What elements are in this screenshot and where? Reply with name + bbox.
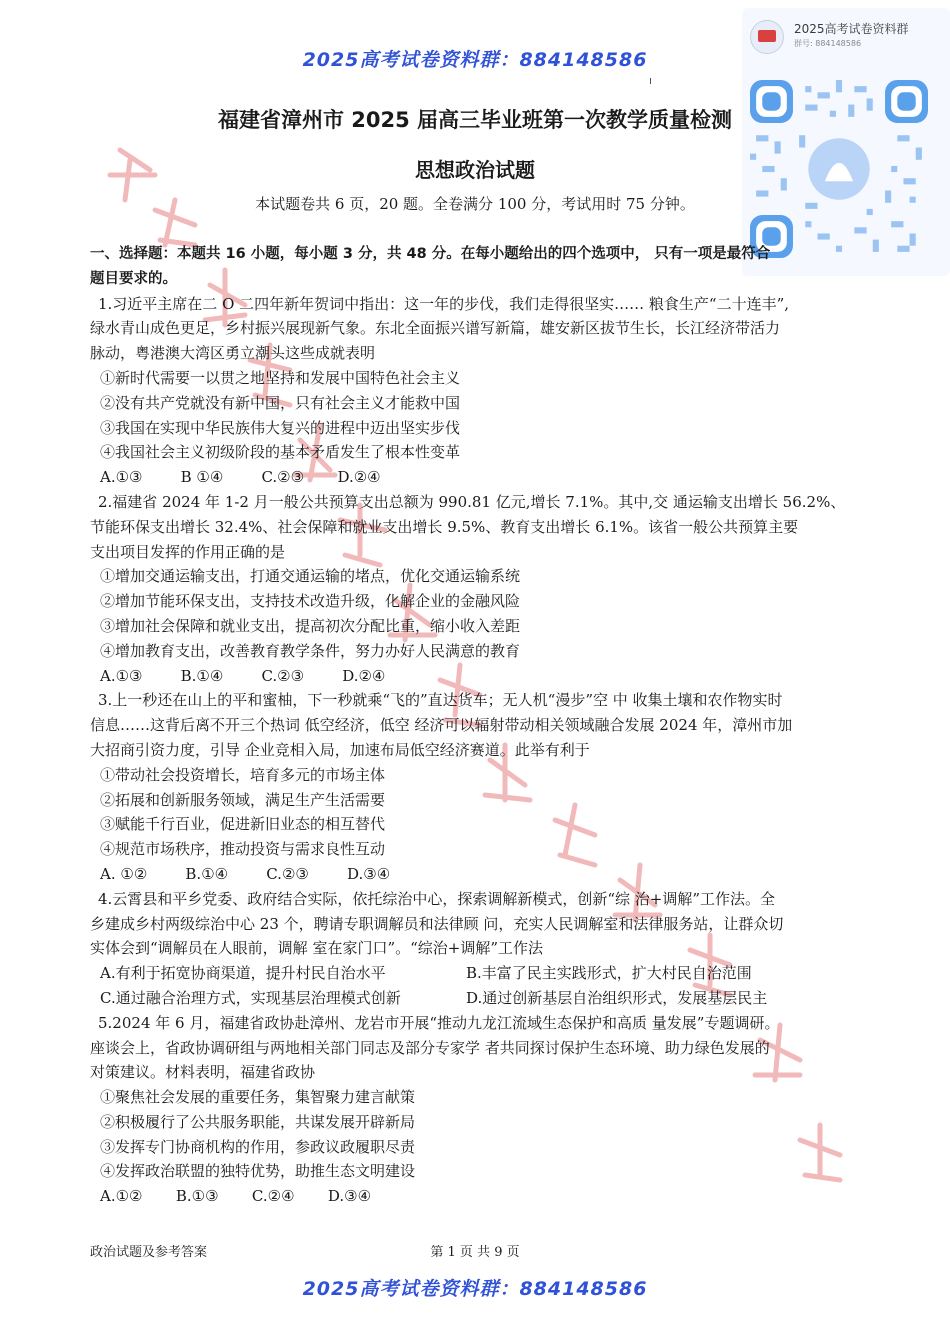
qr-group-number: 群号: 884148586 (794, 39, 862, 48)
section-heading-line-1: 一、选择题：本题共 16 小题，每小题 3 分，共 48 分。在每小题给出的四个选项中， 只有一项是最符合 (90, 246, 771, 262)
question-2 (90, 490, 862, 688)
statement-option: ④规范市场秩序，推动投资与需求良性互动 (100, 840, 386, 859)
question-stem-line: 大招商引资力度，引导 企业竞相入局，加速布局低空经济赛道。此举有利于 (90, 740, 590, 759)
question-3 (90, 688, 862, 886)
qr-group-name: 2025高考试卷资料群 (794, 22, 909, 36)
page-number: 第 1 页 共 9 页 (430, 1245, 520, 1260)
document-subtitle: 思想政治试题 (415, 158, 535, 182)
question-1 (90, 292, 862, 490)
statement-option: ①带动社会投资增长，培育多元的市场主体 (100, 765, 386, 784)
mark-tick (650, 78, 651, 84)
answer-choices: A.①③ B.①④ C.②③ D.②④ (100, 666, 386, 685)
question-stem-line: 实体会到“调解员在人眼前，调解 室在家门口”。“综治+调解”工作法 (90, 939, 544, 958)
statement-option: ④发挥政治联盟的独特优势，助推生态文明建设 (100, 1162, 416, 1181)
statement-option: ①新时代需要一以贯之地坚持和发展中国特色社会主义 (100, 368, 461, 387)
statement-option: ③发挥专门协商机构的作用，参政议政履职尽责 (100, 1137, 416, 1156)
bottom-banner: 2025高考试卷资料群：884148586 (302, 1278, 648, 1300)
answer-choice: D.通过创新基层自治组织形式，发展基层民主 (466, 988, 768, 1007)
statement-option: ③我国在实现中华民族伟大复兴的进程中迈出坚实步伐 (100, 418, 461, 437)
document-title: 福建省漳州市 2025 届高三毕业班第一次教学质量检测 (217, 108, 733, 132)
question-stem-line: 1.习近平主席在二 O 二四年新年贺词中指出：这一年的步伐，我们走得很坚实…… 粮食生产“二十连丰”, (98, 294, 790, 313)
answer-choice-row (90, 961, 862, 986)
question-4 (90, 887, 862, 1011)
answer-choices: A.①② B.①③ C.②④ D.③④ (100, 1187, 372, 1206)
answer-choice-row (90, 986, 862, 1011)
question-stem-line: 节能环保支出增长 32.4%、社会保障和就业支出增长 9.5%、教育支出增长 6.1%。该省一般公共预算主要 (90, 517, 799, 536)
question-stem-line: 4.云霄县和平乡党委、政府结合实际，依托综治中心，探索调解新模式，创新“综 治+调解”工作法。全 (98, 889, 775, 908)
answer-choices: A. ①② B.①④ C.②③ D.③④ (100, 864, 391, 883)
question-stem-line: 2.福建省 2024 年 1-2 月一般公共预算支出总额为 990.81 亿元,增长 7.1%。其中,交 通运输支出增长 56.2%、 (98, 492, 846, 511)
exam-intro: 本试题卷共 6 页，20 题。全卷满分 100 分，考试用时 75 分钟。 (255, 195, 695, 213)
question-stem-line: 信息……这背后离不开三个热词 低空经济，低空 经济可以辐射带动相关领域融合发展 2024 年，漳州市加 (90, 716, 793, 735)
statement-option: ②没有共产党就没有新中国，只有社会主义才能救中国 (100, 393, 461, 412)
question-5 (90, 1011, 862, 1209)
statement-option: ④增加教育支出，改善教育教学条件，努力办好人民满意的教育 (100, 641, 521, 660)
section-heading-line-2: 题目要求的。 (90, 270, 177, 287)
question-stem-line: 对策建议。材料表明，福建省政协 (90, 1063, 316, 1082)
qr-card (742, 8, 950, 276)
question-stem-line: 脉动，粤港澳大湾区勇立潮头这些成就表明 (90, 344, 376, 363)
answer-choice: B.丰富了民主实践形式，扩大村民自治范围 (466, 964, 752, 983)
group-logo-icon (750, 20, 784, 54)
question-stem-line: 座谈会上，省政协调研组与两地相关部门同志及部分专家学 者共同探讨保护生态环境、助力绿色发展的 (90, 1038, 770, 1057)
statement-option: ②增加节能环保支出，支持技术改造升级，化解企业的金融风险 (100, 592, 521, 611)
statement-option: ③增加社会保障和就业支出，提高初次分配比重，缩小收入差距 (100, 616, 521, 635)
question-stem-line: 乡建成乡村两级综治中心 23 个，聘请专职调解员和法律顾 问，充实人民调解室和法律服务站，让群众切 (90, 914, 784, 933)
statement-option: ①聚焦社会发展的重要任务，集智聚力建言献策 (100, 1088, 416, 1107)
exam-content (90, 242, 862, 1209)
question-stem-line: 5.2024 年 6 月，福建省政协赴漳州、龙岩市开展“推动九龙江流域生态保护和高质 量发展”专题调研。 (98, 1013, 780, 1032)
statement-option: ②积极履行了公共服务职能，共谋发展开辟新局 (100, 1112, 416, 1131)
statement-option: ②拓展和创新服务领域，满足生产生活需要 (100, 790, 386, 809)
footer-label: 政治试题及参考答案 (90, 1245, 208, 1260)
answer-choices: A.①③ B ①④ C.②③ D.②④ (100, 468, 381, 487)
question-stem-line: 3.上一秒还在山上的平和蜜柚，下一秒就乘“飞的”直达货车；无人机“漫步”空 中 收集土壤和农作物实时 (98, 691, 783, 710)
qr-header (750, 16, 945, 61)
question-stem-line: 支出项目发挥的作用正确的是 (90, 542, 286, 561)
answer-choice: A.有利于拓宽协商渠道，提升村民自治水平 (100, 964, 386, 983)
answer-choice: C.通过融合治理方式，实现基层治理模式创新 (100, 988, 401, 1007)
question-stem-line: 绿水青山成色更足，乡村振兴展现新气象。东北全面振兴谱写新篇，雄安新区拔节生长，长江经济带活力 (90, 319, 781, 338)
statement-option: ③赋能千行百业，促进新旧业态的相互替代 (100, 815, 386, 834)
statement-option: ④我国社会主义初级阶段的基本矛盾发生了根本性变革 (100, 443, 461, 462)
statement-option: ①增加交通运输支出，打通交通运输的堵点，优化交通运输系统 (100, 567, 521, 586)
top-banner: 2025高考试卷资料群：884148586 (302, 49, 648, 71)
